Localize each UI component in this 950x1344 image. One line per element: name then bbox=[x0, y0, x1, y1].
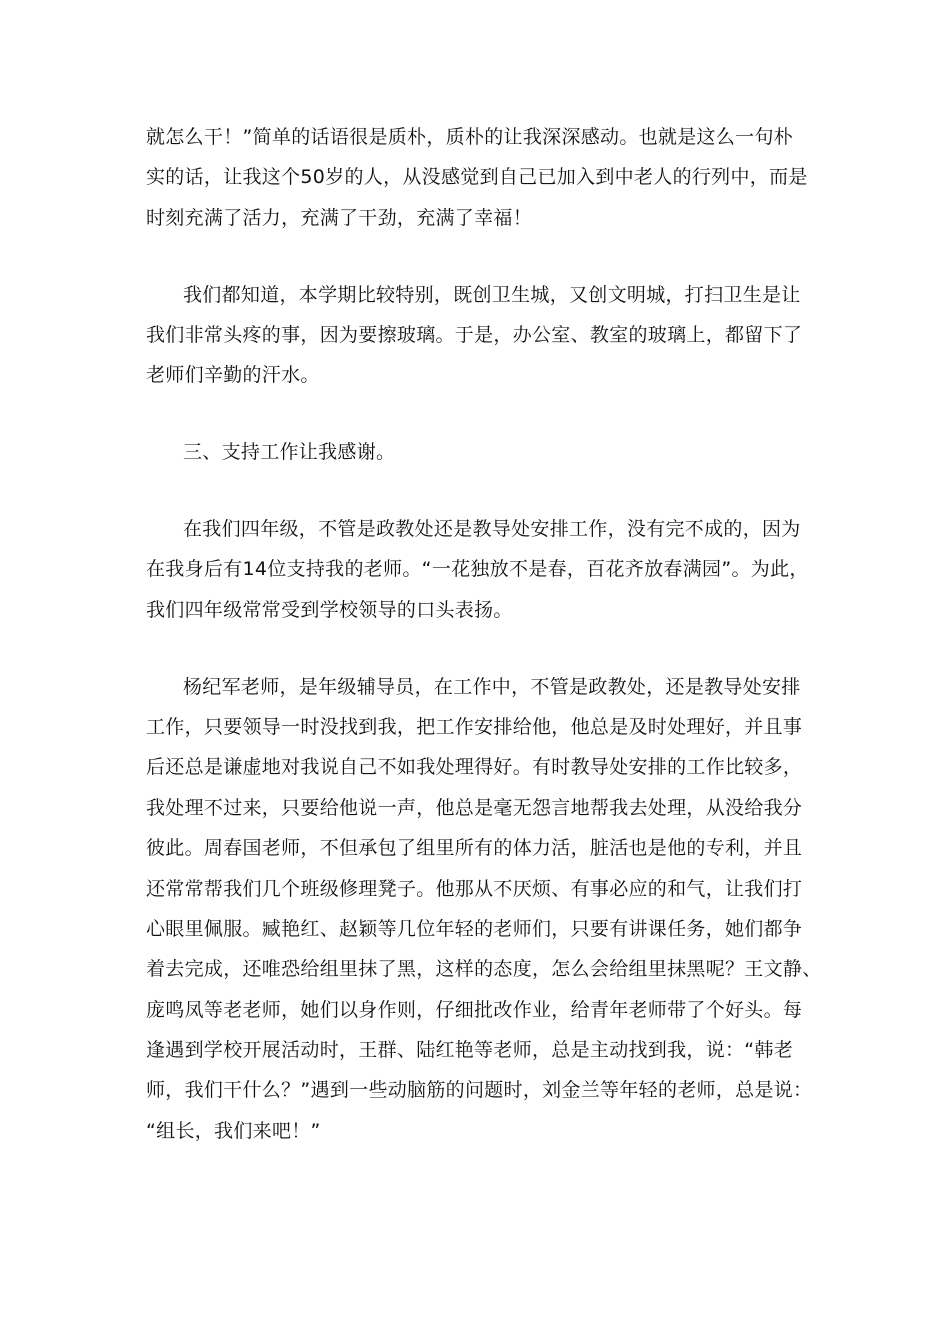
paragraph-5-line-1: 杨纪军老师，是年级辅导员，在工作中，不管是政教处，还是教导处安排 bbox=[183, 676, 801, 698]
paragraph-5-line-9: 庞鸣凤等老老师，她们以身作则，仔细批改作业，给青年老师带了个好头。每 bbox=[146, 999, 803, 1021]
paragraph-5-line-6: 还常常帮我们几个班级修理凳子。他那从不厌烦、有事必应的和气，让我们打 bbox=[146, 878, 803, 900]
paragraph-5-line-8: 着去完成，还唯恐给组里抹了黑，这样的态度，怎么会给组里抹黑呢？王文静、 bbox=[146, 958, 822, 980]
paragraph-1-line-1: 就怎么干！”简单的话语很是质朴，质朴的让我深深感动。也就是这么一句朴 bbox=[146, 126, 794, 148]
paragraph-4-line-3: 我们四年级常常受到学校领导的口头表扬。 bbox=[146, 599, 513, 621]
paragraph-2-line-2: 我们非常头疼的事，因为要擦玻璃。于是，办公室、教室的玻璃上，都留下了 bbox=[146, 324, 803, 346]
paragraph-4-line-1: 在我们四年级，不管是政教处还是教导处安排工作，没有完不成的，因为 bbox=[183, 518, 801, 540]
paragraph-5-line-2: 工作，只要领导一时没找到我，把工作安排给他，他总是及时处理好，并且事 bbox=[146, 716, 803, 738]
paragraph-5-line-4: 我处理不过来，只要给他说一声，他总是毫无怨言地帮我去处理，从没给我分 bbox=[146, 797, 803, 819]
paragraph-2-line-1: 我们都知道，本学期比较特别，既创卫生城，又创文明城，打扫卫生是让 bbox=[183, 284, 801, 306]
paragraph-5-line-12: “组长，我们来吧！” bbox=[146, 1120, 321, 1142]
paragraph-1-line-2: 实的话，让我这个50岁的人，从没感觉到自己已加入到中老人的行列中，而是 bbox=[146, 166, 808, 188]
paragraph-5-line-11: 师，我们干什么？”遇到一些动脑筋的问题时，刘金兰等年轻的老师，总是说： bbox=[146, 1079, 813, 1101]
section-heading: 三、支持工作让我感谢。 bbox=[183, 441, 396, 463]
paragraph-5-line-10: 逢遇到学校开展活动时，王群、陆红艳等老师，总是主动找到我，说：“韩老 bbox=[146, 1039, 794, 1061]
paragraph-2-line-3: 老师们辛勤的汗水。 bbox=[146, 364, 320, 386]
paragraph-5-line-3: 后还总是谦虚地对我说自己不如我处理得好。有时教导处安排的工作比较多， bbox=[146, 756, 803, 778]
paragraph-1-line-3: 时刻充满了活力，充满了干劲，充满了幸福！ bbox=[146, 207, 533, 229]
paragraph-4-line-2: 在我身后有14位支持我的老师。“一花独放不是春，百花齐放春满园”。为此， bbox=[146, 558, 809, 580]
paragraph-5-line-5: 彼此。周春国老师，不但承包了组里所有的体力活，脏活也是他的专利，并且 bbox=[146, 837, 803, 859]
paragraph-5-line-7: 心眼里佩服。臧艳红、赵颖等几位年轻的老师们，只要有讲课任务，她们都争 bbox=[146, 918, 803, 940]
